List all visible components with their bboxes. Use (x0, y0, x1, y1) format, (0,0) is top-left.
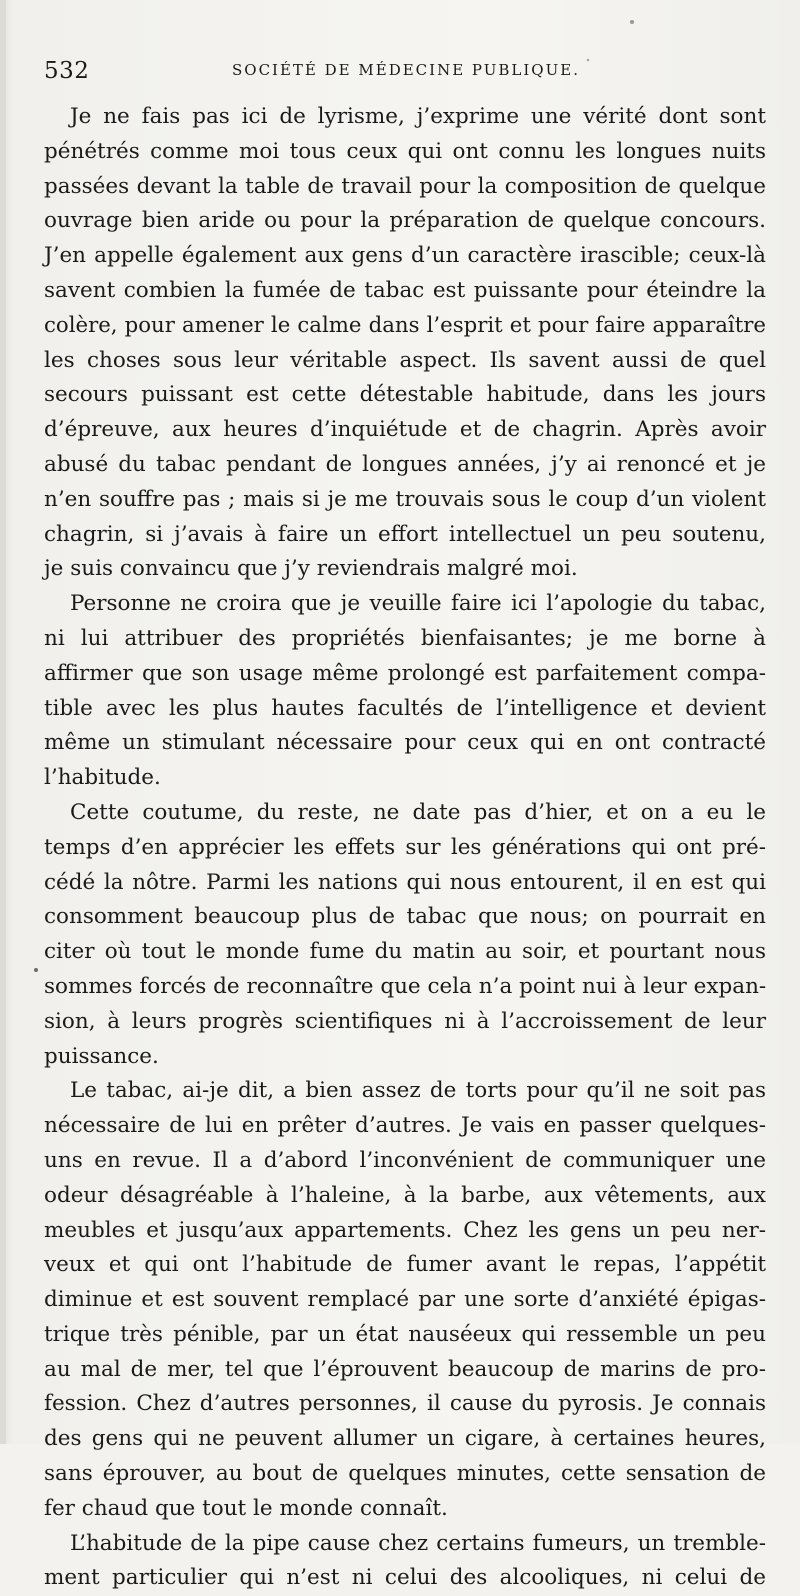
text-line: colère, pour amener le calme dans l’esprit et pour faire apparaître (44, 312, 766, 338)
page-header (44, 58, 760, 88)
text-line: Cette coutume, du reste, ne date pas d’hier, et on a eu le (70, 799, 766, 825)
text-line: au mal de mer, tel que l’éprouvent beaucoup de marins de pro- (44, 1356, 766, 1382)
paper-speck (34, 968, 38, 972)
text-line: savent combien la fumée de tabac est puissante pour éteindre la (44, 277, 766, 303)
text-line: l’habitude. (44, 765, 161, 791)
paragraph (44, 796, 766, 1074)
text-line: odeur désagréable à l’haleine, à la barbe, aux vêtements, aux (44, 1182, 766, 1208)
text-line: consomment beaucoup plus de tabac que nous; on pourrait en (44, 904, 766, 930)
text-line: puissance. (44, 1043, 159, 1069)
text-line: Le tabac, ai-je dit, a bien assez de torts pour qu’il ne soit pas (70, 1078, 766, 1104)
running-head: SOCIÉTÉ DE MÉDECINE PUBLIQUE. (232, 61, 580, 79)
text-line: veux et qui ont l’habitude de fumer avant le repas, l’appétit (44, 1252, 766, 1278)
text-line: cédé la nôtre. Parmi les nations qui nous entourent, il en est qui (44, 869, 766, 895)
text-line: chagrin, si j’avais à faire un effort intellectuel un peu soutenu, (44, 521, 766, 547)
text-line: sion, à leurs progrès scientifiques ni à l’accroissement de leur (44, 1008, 766, 1034)
text-line: même un stimulant nécessaire pour ceux qui en ont contracté (44, 730, 766, 756)
text-line: J’en appelle également aux gens d’un caractère irascible; ceux-là (44, 243, 766, 269)
text-line: citer où tout le monde fume du matin au soir, et pourtant nous (44, 939, 766, 965)
text-line: sans éprouver, au bout de quelques minutes, cette sensation de (44, 1461, 766, 1487)
paragraph (44, 1527, 766, 1596)
text-line: meubles et jusqu’aux appartements. Chez les gens un peu ner- (44, 1217, 766, 1243)
text-line: ouvrage bien aride ou pour la préparation de quelque concours. (44, 208, 766, 234)
paragraph (44, 100, 766, 587)
text-line: ni lui attribuer des propriétés bienfaisantes; je me borne à (44, 625, 766, 651)
text-line: des gens qui ne peuvent allumer un cigare, à certaines heures, (44, 1426, 766, 1452)
text-line: je suis convaincu que j’y reviendrais malgré moi. (44, 556, 578, 582)
text-line: abusé du tabac pendant de longues années, j’y ai renoncé et je (44, 451, 766, 477)
text-line: fession. Chez d’autres personnes, il cause du pyrosis. Je connais (44, 1391, 766, 1417)
text-line: passées devant la table de travail pour la composition de quelque (44, 173, 766, 199)
paper-speck (630, 20, 634, 24)
text-line: Je ne fais pas ici de lyrisme, j’exprime une vérité dont sont (70, 104, 766, 129)
text-line: uns en revue. Il a d’abord l’inconvénient de communiquer une (44, 1147, 766, 1173)
text-line: secours puissant est cette détestable habitude, dans les jours (44, 382, 766, 408)
paragraph (44, 1074, 766, 1526)
text-line: temps d’en apprécier les effets sur les générations qui ont pré- (44, 834, 766, 860)
page-body-text (44, 100, 766, 1596)
text-line: pénétrés comme moi tous ceux qui ont connu les longues nuits (44, 138, 766, 164)
text-line: L’habitude de la pipe cause chez certains fumeurs, un tremble- (70, 1530, 766, 1556)
text-line: les choses sous leur véritable aspect. Ils savent aussi de quel (44, 347, 766, 373)
page-gutter-shadow (0, 0, 6, 1444)
text-line: affirmer que son usage même prolongé est parfaitement compa- (44, 660, 766, 686)
text-line: n’en souffre pas ; mais si je me trouvais sous le coup d’un violent (44, 486, 766, 512)
text-line: d’épreuve, aux heures d’inquiétude et de chagrin. Après avoir (44, 417, 766, 443)
text-line: diminue et est souvent remplacé par une sorte d’anxiété épigas- (44, 1287, 766, 1313)
paragraph (44, 587, 766, 796)
text-line: Personne ne croira que je veuille faire ici l’apologie du tabac, (70, 591, 766, 617)
text-line: nécessaire de lui en prêter d’autres. Je vais en passer quelques- (44, 1113, 766, 1139)
text-line: ment particulier qui n’est ni celui des alcooliques, ni celui de (44, 1565, 766, 1591)
text-line: sommes forcés de reconnaître que cela n’a point nui à leur expan- (44, 973, 767, 999)
page-number: 532 (44, 58, 90, 84)
text-line: trique très pénible, par un état nauséeux qui ressemble un peu (44, 1321, 766, 1347)
text-line: fer chaud que tout le monde connaît. (44, 1495, 448, 1521)
text-line: tible avec les plus hautes facultés de l’intelligence et devient (44, 695, 766, 721)
